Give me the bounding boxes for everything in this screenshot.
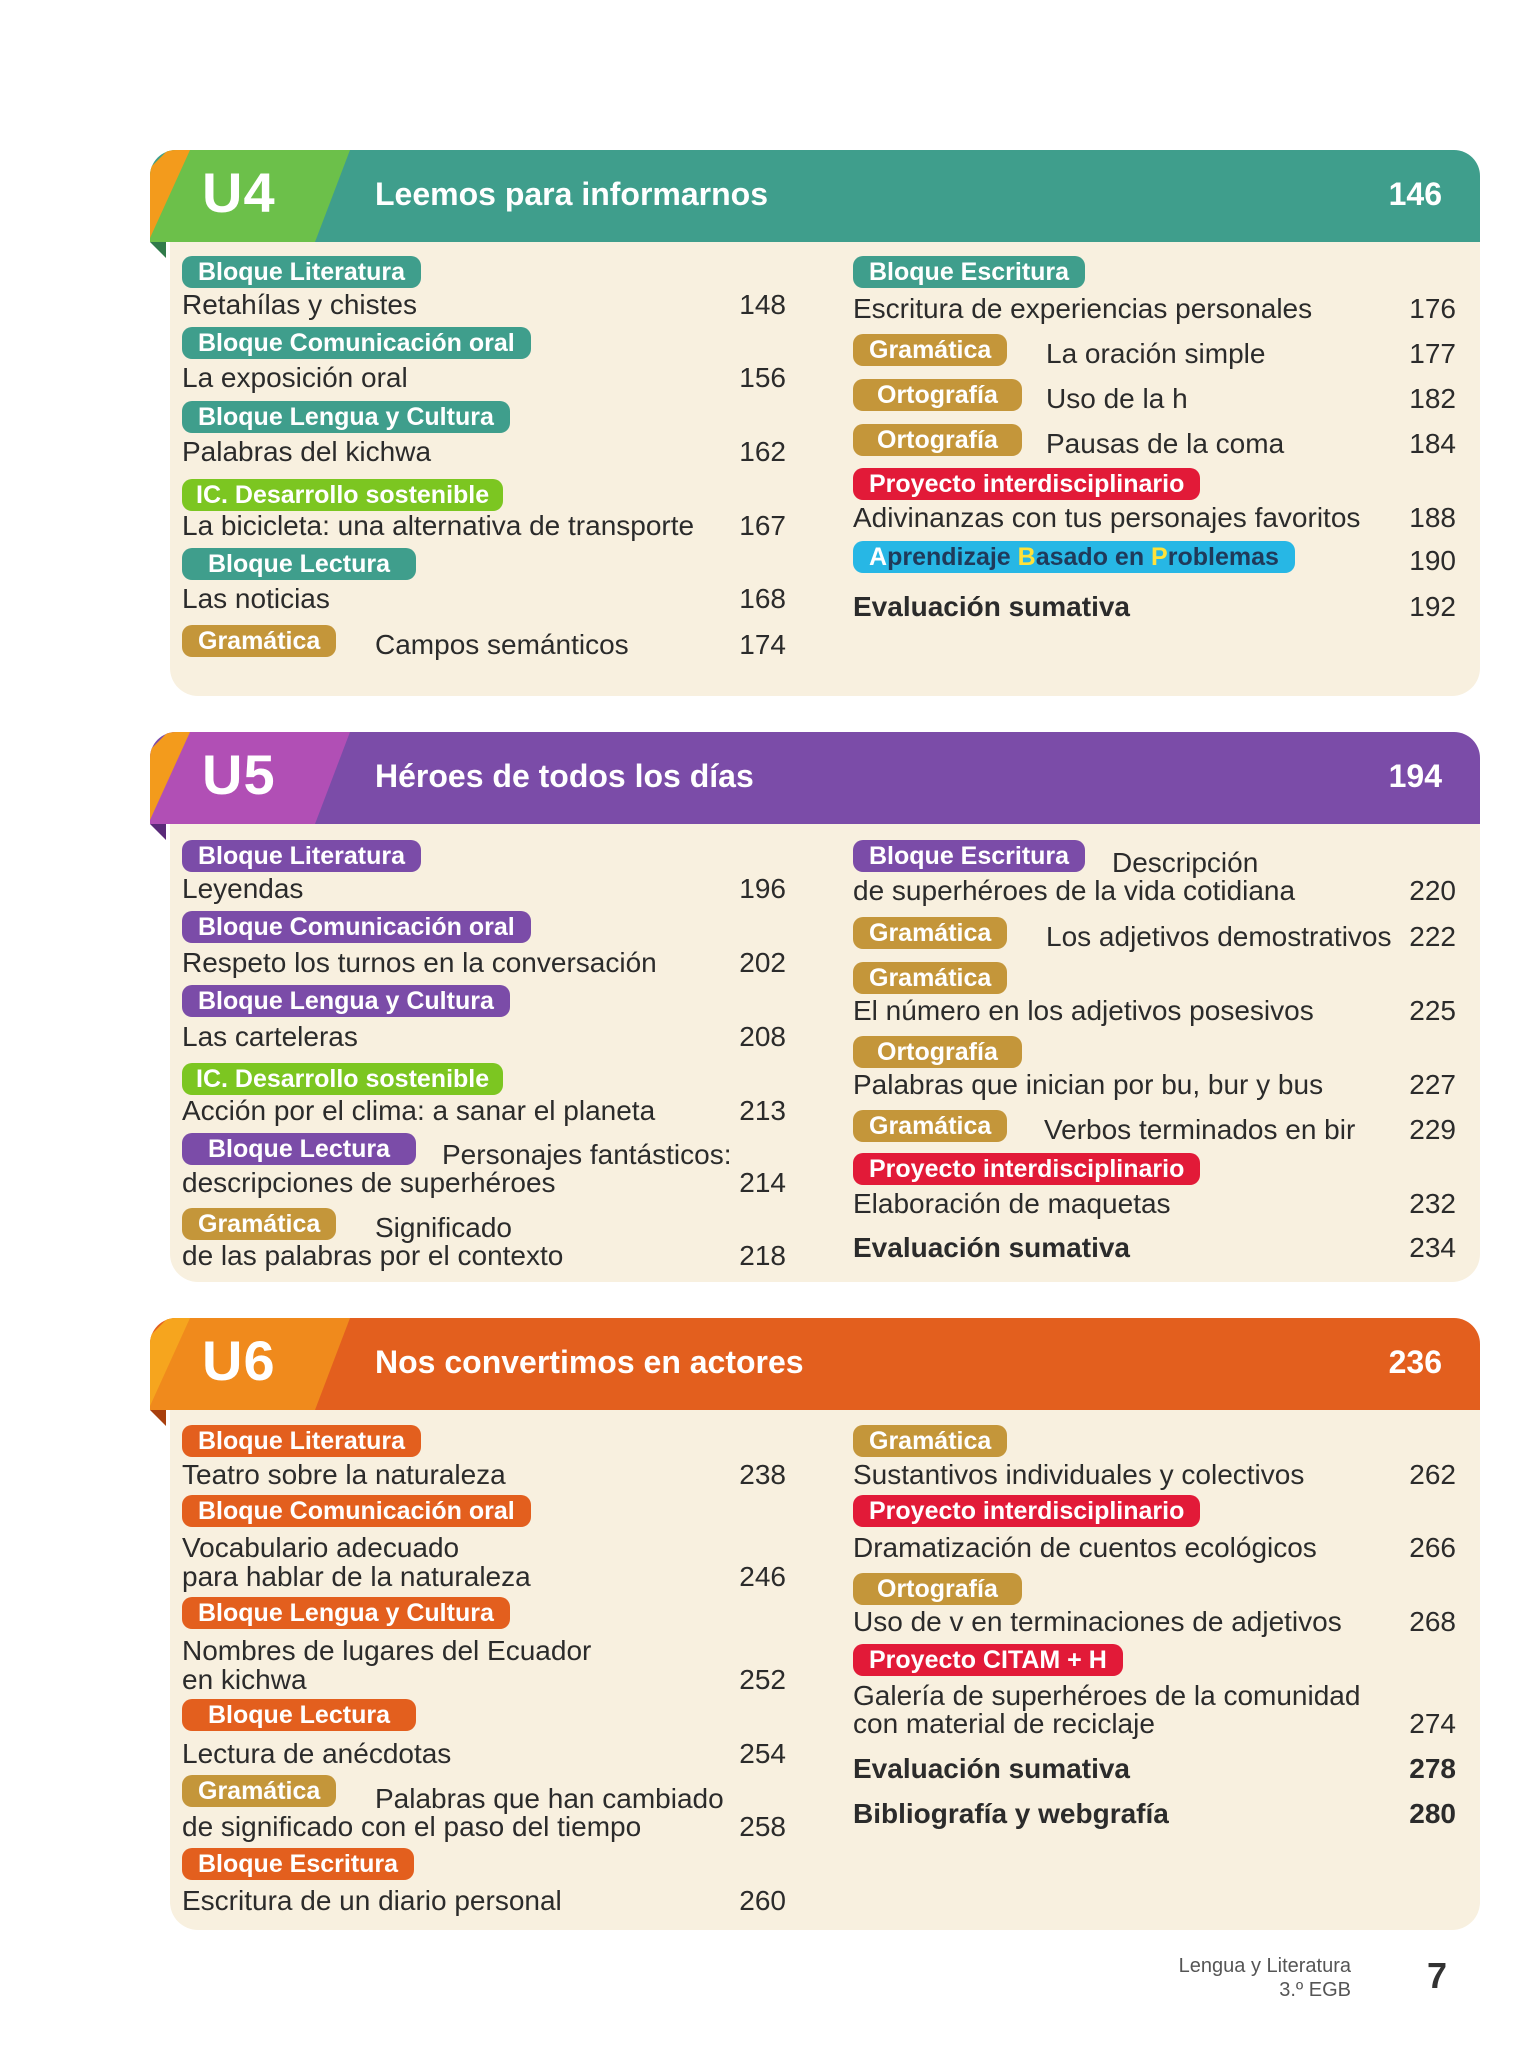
unit-title[interactable]: Leemos para informarnos [375, 176, 768, 212]
badge-lengua-cultura: Bloque Lengua y Cultura [182, 401, 510, 433]
unit-5-header [150, 732, 1480, 824]
toc-page: 184 [1409, 428, 1456, 459]
badge-ortografia: Ortografía [853, 424, 1022, 456]
toc-page: 220 [1409, 875, 1456, 906]
unit-6-header [150, 1318, 1480, 1410]
toc-page: 213 [739, 1095, 786, 1126]
unit-title[interactable]: Héroes de todos los días [375, 758, 754, 794]
toc-page: 148 [739, 289, 786, 320]
toc-page: 227 [1409, 1069, 1456, 1100]
toc-page: 280 [1409, 1798, 1456, 1829]
toc-entry[interactable]: Elaboración de maquetas [853, 1188, 1171, 1219]
badge-bloque-escritura: Bloque Escritura [853, 256, 1085, 288]
toc-page: 274 [1409, 1708, 1456, 1739]
badge-bloque-escritura: Bloque Escritura [853, 840, 1085, 872]
badge-proyecto-citam: Proyecto CITAM + H [853, 1644, 1123, 1676]
toc-entry[interactable]: Palabras del kichwa [182, 436, 432, 467]
badge-proyecto: Proyecto interdisciplinario [853, 1153, 1200, 1185]
toc-page: 176 [1409, 293, 1456, 324]
toc-entry[interactable]: Acción por el clima: a sanar el planeta [182, 1095, 656, 1126]
toc-page: 214 [739, 1167, 786, 1198]
toc-entry[interactable]: Las noticias [182, 583, 330, 614]
toc-entry[interactable]: Galería de superhéroes de la comunidad [853, 1680, 1361, 1711]
toc-entry[interactable]: Palabras que han cambiado [375, 1783, 724, 1814]
badge-ortografia: Ortografía [853, 1573, 1022, 1605]
badge-bloque-lectura: Bloque Lectura [182, 548, 416, 580]
toc-page: 266 [1409, 1532, 1456, 1563]
toc-entry[interactable]: El número en los adjetivos posesivos [853, 995, 1314, 1026]
toc-page: 188 [1409, 502, 1456, 533]
toc-page: 177 [1409, 338, 1456, 369]
toc-entry-continued[interactable]: con material de reciclaje [853, 1708, 1155, 1739]
unit-page: 194 [1388, 758, 1442, 794]
toc-page: 190 [1409, 545, 1456, 576]
unit-code: U6 [202, 1329, 276, 1392]
toc-page: 192 [1409, 591, 1456, 622]
toc-entry[interactable]: Significado [375, 1212, 512, 1243]
toc-page: 234 [1409, 1232, 1456, 1263]
toc-entry[interactable]: La exposición oral [182, 362, 408, 393]
toc-entry[interactable]: Adivinanzas con tus personajes favoritos [853, 502, 1361, 533]
badge-proyecto: Proyecto interdisciplinario [853, 1495, 1200, 1527]
toc-page: 252 [739, 1664, 786, 1695]
toc-page: 167 [739, 510, 786, 541]
toc-entry[interactable]: Escritura de experiencias personales [853, 293, 1313, 324]
toc-entry-continued[interactable]: de las palabras por el contexto [182, 1240, 564, 1271]
toc-entry-continued[interactable]: en kichwa [182, 1664, 307, 1695]
toc-page: 168 [739, 583, 786, 614]
toc-page: 268 [1409, 1606, 1456, 1637]
toc-page: 254 [739, 1738, 786, 1769]
unit-page: 146 [1388, 176, 1442, 212]
toc-page: 229 [1409, 1114, 1456, 1145]
toc-entry[interactable]: Palabras que inician por bu, bur y bus [853, 1069, 1324, 1100]
toc-page: 238 [739, 1459, 786, 1490]
badge-bloque-literatura: Bloque Literatura [182, 256, 421, 288]
toc-entry[interactable]: Personajes fantásticos: [442, 1139, 732, 1170]
toc-page: 174 [739, 629, 786, 660]
toc-entry[interactable]: Uso de la h [1046, 383, 1188, 414]
unit-code: U4 [202, 161, 276, 224]
toc-entry[interactable]: Respeto los turnos en la conversación [182, 947, 657, 978]
toc-entry[interactable]: Retahílas y chistes [182, 289, 417, 320]
unit-title[interactable]: Nos convertimos en actores [375, 1344, 804, 1380]
unit-4-header [150, 150, 1480, 242]
toc-entry[interactable]: Sustantivos individuales y colectivos [853, 1459, 1305, 1490]
badge-comunicacion-oral: Bloque Comunicación oral [182, 327, 531, 359]
badge-bloque-literatura: Bloque Literatura [182, 1425, 421, 1457]
toc-page: 260 [739, 1885, 786, 1916]
toc-entry-continued[interactable]: de superhéroes de la vida cotidiana [853, 875, 1296, 906]
badge-lengua-cultura: Bloque Lengua y Cultura [182, 985, 510, 1017]
toc-entry-evaluacion[interactable]: Evaluación sumativa [853, 591, 1131, 622]
toc-page: 246 [739, 1561, 786, 1592]
toc-entry-evaluacion[interactable]: Evaluación sumativa [853, 1753, 1131, 1784]
badge-bloque-literatura: Bloque Literatura [182, 840, 421, 872]
badge-lengua-cultura: Bloque Lengua y Cultura [182, 1597, 510, 1629]
toc-page: 182 [1409, 383, 1456, 414]
toc-entry-continued[interactable]: de significado con el paso del tiempo [182, 1811, 642, 1842]
toc-entry[interactable]: Uso de v en terminaciones de adjetivos [853, 1606, 1342, 1637]
toc-page: 258 [739, 1811, 786, 1842]
toc-entry[interactable]: La bicicleta: una alternativa de transporte [182, 510, 695, 541]
unit-code: U5 [202, 743, 276, 806]
toc-entry[interactable]: Verbos terminados en bir [1044, 1114, 1356, 1145]
toc-entry[interactable]: Pausas de la coma [1046, 428, 1285, 459]
unit-page: 236 [1388, 1344, 1442, 1380]
badge-proyecto: Proyecto interdisciplinario [853, 468, 1200, 500]
toc-entry[interactable]: Escritura de un diario personal [182, 1885, 562, 1916]
toc-page: 232 [1409, 1188, 1456, 1219]
toc-page: 225 [1409, 995, 1456, 1026]
toc-entry[interactable]: Las carteleras [182, 1021, 358, 1052]
toc-entry[interactable]: Los adjetivos demostrativos [1046, 921, 1392, 952]
toc-page: 156 [739, 362, 786, 393]
toc-entry[interactable]: Leyendas [182, 873, 304, 904]
toc-page: 278 [1409, 1753, 1456, 1784]
badge-gramatica: Gramática [853, 1110, 1007, 1142]
badge-abp: Aprendizaje Basado en Problemas [853, 541, 1295, 573]
badge-bloque-escritura: Bloque Escritura [182, 1848, 414, 1880]
footer-grade: 3.º EGB [1279, 1979, 1351, 2001]
toc-entry[interactable]: Nombres de lugares del Ecuador [182, 1635, 592, 1666]
badge-comunicacion-oral: Bloque Comunicación oral [182, 1495, 531, 1527]
toc-page: 208 [739, 1021, 786, 1052]
badge-ortografia: Ortografía [853, 379, 1022, 411]
toc-entry[interactable]: Vocabulario adecuado [182, 1532, 460, 1563]
badge-bloque-lectura: Bloque Lectura [182, 1133, 416, 1165]
toc-page: 196 [739, 873, 786, 904]
toc-entry[interactable]: La oración simple [1046, 338, 1266, 369]
toc-entry[interactable]: Campos semánticos [375, 629, 629, 660]
toc-entry-evaluacion[interactable]: Evaluación sumativa [853, 1232, 1131, 1263]
page-number: 7 [1427, 1955, 1448, 1996]
badge-gramatica: Gramática [182, 1208, 336, 1240]
toc-page: 162 [739, 436, 786, 467]
toc-page: 222 [1409, 921, 1456, 952]
toc-page: 262 [1409, 1459, 1456, 1490]
toc-entry[interactable]: Teatro sobre la naturaleza [182, 1459, 506, 1490]
badge-ic-desarrollo: IC. Desarrollo sostenible [182, 479, 503, 511]
badge-gramatica: Gramática [853, 334, 1007, 366]
toc-entry[interactable]: Dramatización de cuentos ecológicos [853, 1532, 1317, 1563]
toc-entry[interactable]: Descripción [1112, 847, 1259, 878]
badge-gramatica: Gramática [182, 1775, 336, 1807]
badge-ortografia: Ortografía [853, 1036, 1022, 1068]
toc-page: 218 [739, 1240, 786, 1271]
badge-ic-desarrollo: IC. Desarrollo sostenible [182, 1063, 503, 1095]
badge-gramatica: Gramática [853, 917, 1007, 949]
badge-bloque-lectura: Bloque Lectura [182, 1699, 416, 1731]
toc-entry-continued[interactable]: para hablar de la naturaleza [182, 1561, 531, 1592]
toc-entry[interactable]: Lectura de anécdotas [182, 1738, 452, 1769]
toc-entry-continued[interactable]: descripciones de superhéroes [182, 1167, 556, 1198]
footer-subject: Lengua y Literatura [1178, 1955, 1351, 1977]
badge-gramatica: Gramática [853, 962, 1007, 994]
toc-page: 202 [739, 947, 786, 978]
badge-comunicacion-oral: Bloque Comunicación oral [182, 911, 531, 943]
badge-gramatica: Gramática [853, 1425, 1007, 1457]
toc-entry-bibliografia[interactable]: Bibliografía y webgrafía [853, 1798, 1169, 1829]
badge-gramatica: Gramática [182, 625, 336, 657]
